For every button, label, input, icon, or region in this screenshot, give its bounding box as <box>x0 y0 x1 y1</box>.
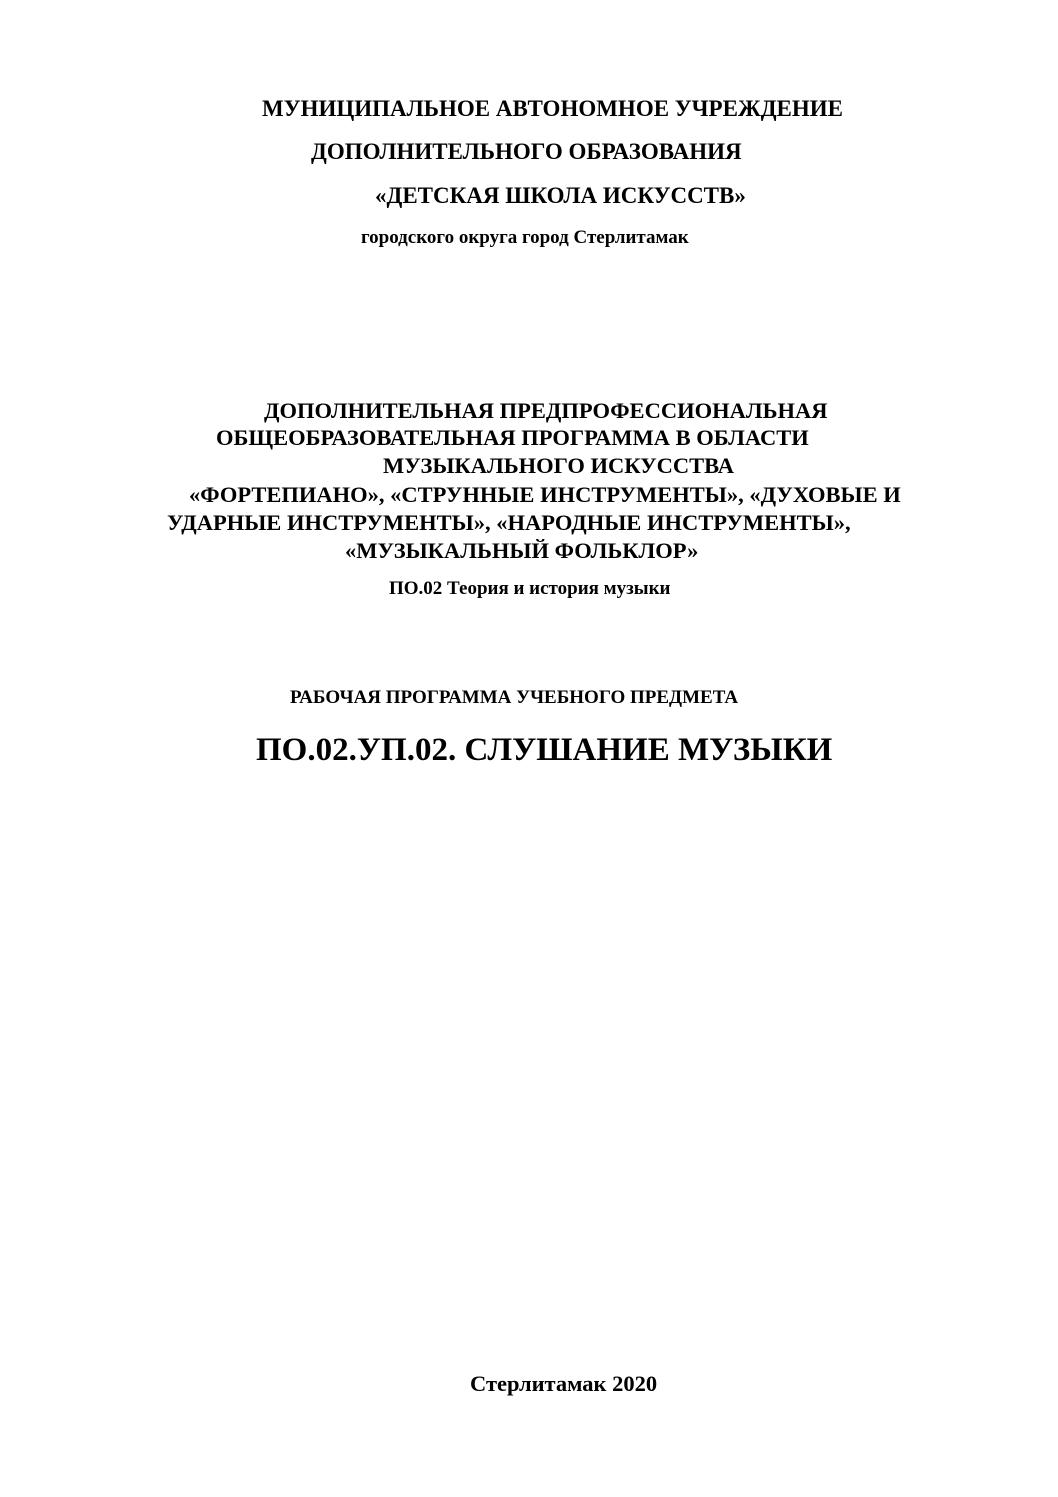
institution-line-1: МУНИЦИПАЛЬНОЕ АВТОНОМНОЕ УЧРЕЖДЕНИЕ <box>262 96 843 121</box>
program-line-3: МУЗЫКАЛЬНОГО ИСКУССТВА <box>383 453 734 478</box>
place-year: Стерлитамак 2020 <box>470 1371 658 1396</box>
program-line-2: ОБЩЕОБРАЗОВАТЕЛЬНАЯ ПРОГРАММА В ОБЛАСТИ <box>216 425 809 450</box>
institution-line-3: «ДЕТСКАЯ ШКОЛА ИСКУССТВ» <box>375 183 746 208</box>
subject-area: ПО.02 Теория и история музыки <box>389 578 671 599</box>
program-line-5: УДАРНЫЕ ИНСТРУМЕНТЫ», «НАРОДНЫЕ ИНСТРУМЕНТЫ», <box>167 510 851 535</box>
document-title: ПО.02.УП.02. СЛУШАНИЕ МУЗЫКИ <box>256 732 833 768</box>
program-line-4: «ФОРТЕПИАНО», «СТРУННЫЕ ИНСТРУМЕНТЫ», «ДУХОВЫЕ И <box>189 482 901 507</box>
program-line-1: ДОПОЛНИТЕЛЬНАЯ ПРЕДПРОФЕССИОНАЛЬНАЯ <box>264 398 828 423</box>
institution-city: городского округа город Стерлитамак <box>361 227 689 248</box>
program-line-6: «МУЗЫКАЛЬНЫЙ ФОЛЬКЛОР» <box>345 538 699 563</box>
work-program-label: РАБОЧАЯ ПРОГРАММА УЧЕБНОГО ПРЕДМЕТА <box>290 687 739 708</box>
institution-line-2: ДОПОЛНИТЕЛЬНОГО ОБРАЗОВАНИЯ <box>311 139 742 164</box>
